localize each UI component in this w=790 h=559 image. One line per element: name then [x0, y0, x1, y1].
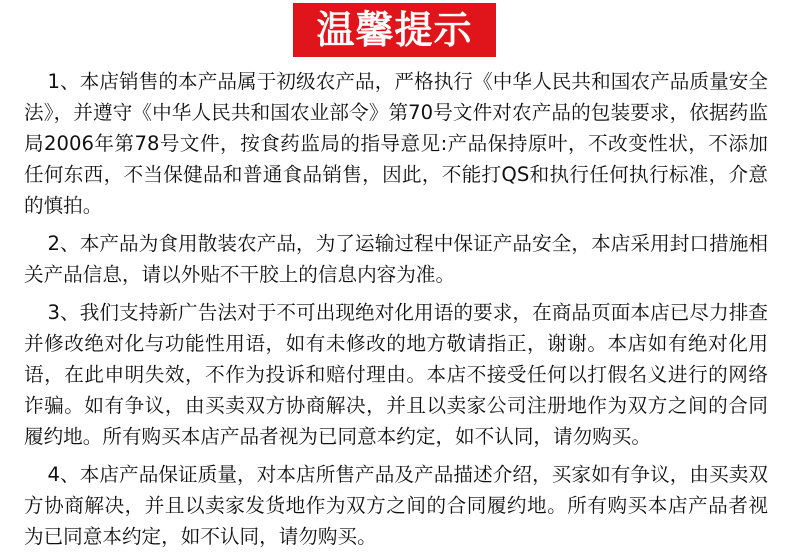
notice-content [24, 66, 768, 559]
notice-paragraph-3: 3、我们支持新广告法对于不可出现绝对化用语的要求，在商品页面本店已尽力排查并修改绝对化与功能性用语，如有未修改的地方敬请指正，谢谢。本店如有绝对化用语，在此申明失效，不作为投诉和赔付理由。本店不接受任何以打假名义进行的网络诈骗。如有争议，由买卖双方协商解决，并且以卖家公司注册地作为双方之间的合同履约地。所有购买本店产品者视为已同意本约定，如不认同，请勿购买。 [24, 301, 768, 448]
notice-paragraph-1: 1、本店销售的本产品属于初级农产品，严格执行《中华人民共和国农产品质量安全法》，并遵守《中华人民共和国农业部令》第70号文件对农产品的包装要求，依据药监局2006年第78号文件，按食药监局的指导意见:产品保持原叶，不改变性状，不添加任何东西，不当保健品和普通食品销售，因此，不能打QS和执行任何执行标准，介意的慎拍。 [24, 70, 768, 217]
notice-paragraph-4: 4、本店产品保证质量，对本店所售产品及产品描述介绍，买家如有争议，由买卖双方协商解决，并且以卖家发货地作为双方之间的合同履约地。所有购买本店产品者视为已同意本约定，如不认同，请勿购买。 [24, 463, 768, 548]
page-title: 温馨提示 [316, 8, 473, 52]
title-banner [293, 3, 496, 57]
notice-paragraph-2: 2、本产品为食用散装农产品，为了运输过程中保证产品安全，本店采用封口措施相关产品信息，请以外贴不干胶上的信息内容为准。 [24, 232, 768, 286]
